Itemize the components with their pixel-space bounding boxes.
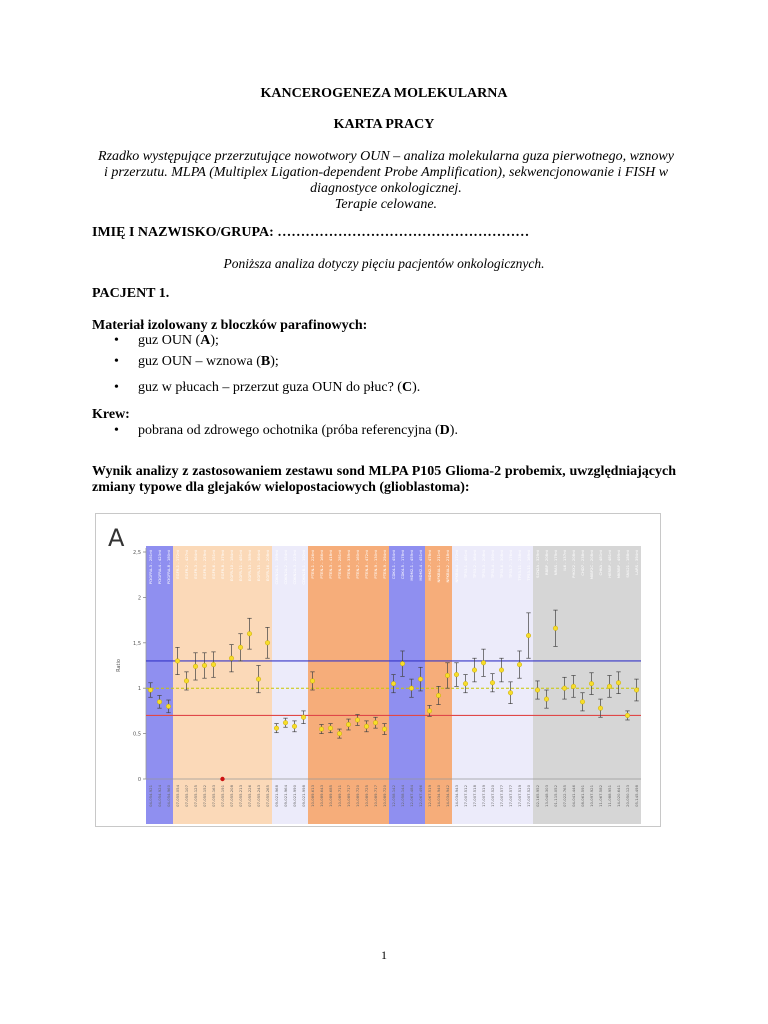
mlpa-ratio-chart — [96, 514, 660, 826]
data-point — [166, 704, 171, 709]
data-point — [283, 720, 288, 725]
data-point — [346, 722, 351, 727]
intro-line-3: diagnostyce onkologicznej. — [310, 181, 462, 196]
locus-label: 10-089.720 — [355, 785, 360, 807]
name-group-field-label: IMIĘ I NAZWISKO/GRUPA: ……………………………………………… — [92, 225, 530, 240]
probe-label: EGFR-3 - 364nt — [193, 550, 198, 579]
probe-label: PTEN-5 - 281nt — [337, 550, 342, 579]
list-item: • guz w płucach – przerzut guza OUN do płuc? (C). — [114, 380, 421, 395]
probe-label: LARS - 394nt — [634, 550, 639, 575]
data-point — [148, 688, 153, 693]
bullet: • — [114, 333, 119, 348]
data-point — [175, 659, 180, 664]
probe-label: TP53-7 - 176nt — [508, 550, 513, 579]
data-point — [589, 681, 594, 686]
locus-label: 08-061.591 — [580, 785, 585, 807]
locus-label: 07-055.152 — [202, 785, 207, 807]
probe-label: EGFR-15 - 364nt — [256, 550, 261, 582]
locus-label: 13-048.303 — [544, 785, 549, 807]
material-list — [92, 333, 420, 396]
locus-label: 04-054.921 — [148, 785, 153, 807]
locus-label: 09-021.990 — [292, 785, 297, 807]
locus-label: 12-067.496 — [418, 785, 423, 807]
data-point — [364, 724, 369, 729]
probe-label: CDKN2B-1 - 192nt — [301, 550, 306, 585]
probe-label: RBBP - 208nt — [544, 550, 549, 576]
locus-label: 11-067.582 — [598, 785, 603, 807]
locus-label: 12-067.519 — [427, 785, 432, 807]
mlpa-chart-figure — [95, 513, 661, 827]
locus-label: 07-055.213 — [238, 785, 243, 807]
probe-label: SCN2A - 329nt — [535, 550, 540, 578]
probe-label: CHD7 - 238nt — [580, 550, 585, 576]
intro-text — [92, 149, 680, 213]
data-point — [445, 673, 450, 678]
locus-label: 20-050.123 — [625, 785, 630, 807]
blood-list — [92, 423, 458, 439]
data-point — [265, 641, 270, 646]
locus-label: 07-055.208 — [229, 785, 234, 807]
locus-label: 05-145.498 — [634, 785, 639, 807]
data-point — [184, 679, 189, 684]
band-7 — [533, 546, 641, 824]
probe-label: PDGFRA-8 - 180nt — [166, 550, 171, 585]
probe-label: TP53-6 - 308nt — [499, 550, 504, 579]
data-point — [355, 718, 360, 723]
locus-label: 07-055.226 — [247, 785, 252, 807]
band-1 — [173, 546, 272, 824]
probe-label: SNX21 - 188nt — [625, 550, 630, 578]
band-0 — [146, 546, 173, 824]
data-point — [634, 688, 639, 693]
probe-label: PTEN-9 - 294nt — [382, 550, 387, 579]
locus-label: 04-054.960 — [166, 785, 171, 807]
bullet: • — [114, 380, 119, 395]
probe-label: CDK4-1 - 454nt — [391, 550, 396, 580]
intro-line-4: Terapie celowane. — [334, 197, 438, 212]
y-tick-label: 2,5 — [133, 550, 141, 556]
probe-label: PTEN-9 - 130nt — [373, 550, 378, 579]
locus-label: 11-088.951 — [607, 785, 612, 807]
probe-label: NFKBIA-4 - 172nt — [454, 550, 459, 583]
locus-label: 17-007.519 — [517, 785, 522, 807]
probe-label: EGFR-2 - 427nt — [184, 550, 189, 579]
data-point — [292, 724, 297, 729]
probe-label: IL6 - 137nt — [562, 550, 567, 571]
result-paragraph: Wynik analizy z zastosowaniem zestawu sond MLPA P105 Glioma-2 probemix, uwzględniających zmiany typowe dla glejaków wielopostaciowych (glioblastoma): — [92, 464, 676, 495]
data-point — [517, 662, 522, 667]
probe-label: TP53-11 - 238nt — [517, 550, 522, 581]
data-point — [247, 631, 252, 636]
intro-line-1: Rzadko występujące przerzutujące nowotwory OUN – analiza molekularna guza pierwotnego, wznowy — [98, 149, 674, 164]
document-subtitle: KARTA PRACY — [333, 117, 435, 132]
patients-note: Poniższa analiza dotyczy pięciu pacjentów onkologicznych. — [223, 256, 545, 271]
locus-label: 10-089.711 — [337, 785, 342, 807]
data-point — [616, 680, 621, 685]
locus-label: 07-055.107 — [184, 785, 189, 807]
band-3 — [308, 546, 389, 824]
locus-label: 09-021.964 — [283, 785, 288, 807]
probe-label: MDM2-4 - 451nt — [418, 550, 423, 581]
probe-label: EGFR-1 - 172nt — [175, 550, 180, 579]
data-point — [202, 663, 207, 668]
data-point — [211, 662, 216, 667]
locus-label: 14-020.641 — [616, 785, 621, 807]
data-point — [598, 706, 603, 711]
locus-label: 17-007.519 — [481, 785, 486, 807]
y-tick-label: 1,5 — [133, 640, 141, 647]
data-point — [310, 679, 315, 684]
y-tick-label: 0 — [137, 777, 141, 783]
locus-label: 10-089.643 — [319, 785, 324, 807]
data-point — [607, 684, 612, 689]
locus-label: 04-041.446 — [571, 785, 576, 807]
data-point — [571, 684, 576, 689]
locus-label: 17-007.512 — [463, 785, 468, 807]
data-point — [373, 720, 378, 725]
probe-label: PHOX2 - 208nt — [571, 550, 576, 578]
locus-label: 07-055.191 — [220, 785, 225, 807]
locus-label: 17-007.520 — [490, 785, 495, 807]
probe-label: NFKBIA-1 - 211nt — [436, 550, 441, 583]
outlier-point — [220, 777, 224, 781]
locus-label: 10-097.921 — [589, 785, 594, 807]
probe-label: PTEN-3 - 418nt — [328, 550, 333, 579]
probe-label: CDKN2A-2 - 154nt — [283, 550, 288, 585]
data-point — [328, 726, 333, 731]
data-point — [256, 677, 261, 682]
probe-label: PTEN-1 - 226nt — [310, 550, 315, 579]
locus-label: 07-055.054 — [175, 785, 180, 807]
probe-label: EGFR-6 - 151nt — [211, 550, 216, 579]
data-point — [580, 700, 585, 705]
locus-label: 12-058.144 — [400, 785, 405, 807]
data-point — [427, 709, 432, 714]
data-point — [418, 677, 423, 682]
probe-label: MKRBP - 499nt — [616, 550, 621, 579]
data-point — [499, 668, 504, 673]
locus-label: 12-067.484 — [409, 785, 414, 807]
locus-label: 17-007.577 — [499, 785, 504, 807]
document-title: KANCEROGENEZA MOLEKULARNA — [260, 86, 508, 101]
data-point — [301, 715, 306, 720]
probe-label: MDM2-1 - 459nt — [409, 550, 414, 581]
probe-label: TP53-4 - 390nt — [490, 550, 495, 579]
data-point — [553, 626, 558, 631]
locus-label: 17-007.520 — [526, 785, 531, 807]
material-heading: Materiał izolowany z bloczków parafinowych: — [92, 318, 368, 333]
probe-label: PTEN-6 - 339nt — [346, 550, 351, 579]
probe-label: EGFR-11 - 481nt — [238, 550, 243, 582]
locus-label: 01-115.052 — [553, 785, 558, 807]
y-tick-label: 0,5 — [133, 731, 141, 738]
locus-label: 10-089.717 — [346, 785, 351, 807]
probe-label: CDKN2A-3 - 223nt — [292, 550, 297, 585]
list-item: • guz OUN (A); — [114, 333, 219, 348]
data-point — [481, 660, 486, 665]
y-tick-label: 2 — [137, 595, 141, 602]
probe-label: NRAS - 179nt — [553, 550, 558, 576]
locus-label: 07-055.243 — [256, 785, 261, 807]
probe-label: CHKA - 481nt — [598, 550, 603, 576]
data-point — [409, 686, 414, 691]
locus-label: 09-021.998 — [301, 785, 306, 807]
locus-label: 10-089.717 — [373, 785, 378, 807]
locus-label: 10-089.613 — [310, 785, 315, 807]
probe-label: PTEN-8 - 472nt — [364, 550, 369, 579]
probe-label: TP53-2 - 364nt — [472, 550, 477, 579]
data-point — [193, 664, 198, 669]
probe-label: TP53-3 - 208nt — [481, 550, 486, 579]
page-number: 1 — [381, 948, 387, 962]
data-point — [562, 686, 567, 691]
bullet: • — [114, 423, 119, 438]
intro-line-2: i przerzutu. MLPA (Multiplex Ligation-dependent Probe Amplification), sekwencjonowanie i FISH w — [103, 165, 669, 180]
locus-label: 04-054.924 — [157, 785, 162, 807]
locus-label: 07-055.125 — [193, 785, 198, 807]
probe-label: EGFR-13 - 389nt — [247, 550, 252, 582]
locus-label: 12-058.142 — [391, 785, 396, 807]
y-axis-label: Ratio — [116, 659, 122, 672]
band-5 — [425, 546, 452, 824]
locus-label: 17-007.577 — [508, 785, 513, 807]
data-point — [238, 645, 243, 650]
data-point — [472, 668, 477, 673]
y-tick-label: 1 — [137, 686, 141, 693]
probe-label: NFKBIA-2 - 218nt — [445, 550, 450, 583]
probe-label: CDKN2A-1 - 399nt — [274, 550, 279, 585]
data-point — [382, 727, 387, 732]
locus-label: 02-165.952 — [535, 785, 540, 807]
probe-label: TP53-1 - 481nt — [463, 550, 468, 579]
locus-label: 10-089.725 — [364, 785, 369, 807]
data-point — [544, 697, 549, 702]
locus-label: 14-034.942 — [445, 785, 450, 807]
probe-label: MDM2-7 - 478nt — [427, 550, 432, 581]
probe-label: PTEN-7 - 160nt — [355, 550, 360, 579]
probe-label: MIBP2C - 208nt — [589, 550, 594, 580]
data-point — [526, 633, 531, 638]
band-2 — [272, 546, 308, 824]
locus-label: 10-089.685 — [328, 785, 333, 807]
bullet: • — [114, 354, 119, 369]
patient-heading: PACJENT 1. — [92, 286, 170, 301]
probe-label: PDGFRA-3 - 281nt — [148, 550, 153, 585]
data-point — [274, 726, 279, 731]
data-point — [337, 731, 342, 736]
list-item: • pobrana od zdrowego ochotnika (próba referencyjna (D). — [114, 423, 458, 438]
probe-label: HERBP - 481nt — [607, 550, 612, 578]
locus-label: 14-034.940 — [436, 785, 441, 807]
list-item: • guz OUN – wznowa (B); — [114, 354, 279, 369]
locus-label: 07-055.163 — [211, 785, 216, 807]
locus-label: 14-034.943 — [454, 785, 459, 807]
probe-label: CDK4-5 - 178nt — [400, 550, 405, 580]
locus-label: 17-007.518 — [472, 785, 477, 807]
locus-label: 07-055.265 — [265, 785, 270, 807]
probe-label: PDGFRA-4 - 423nt — [157, 550, 162, 585]
data-point — [436, 693, 441, 698]
data-point — [319, 727, 324, 732]
locus-label: 09-021.968 — [274, 785, 279, 807]
blood-heading: Krew: — [92, 407, 130, 422]
locus-label: 07-022.765 — [562, 785, 567, 807]
data-point — [391, 681, 396, 686]
probe-label: EGFR-10 - 184nt — [229, 550, 234, 582]
data-point — [625, 713, 630, 718]
data-point — [229, 656, 234, 661]
probe-label: PTEN-2 - 166nt — [319, 550, 324, 579]
data-point — [454, 672, 459, 677]
data-point — [400, 661, 405, 666]
probe-label: TP53-11 - 169nt — [526, 550, 531, 581]
data-point — [157, 700, 162, 705]
panel-label: A — [108, 524, 125, 552]
data-point — [490, 680, 495, 685]
data-point — [463, 681, 468, 686]
data-point — [508, 690, 513, 695]
data-point — [535, 688, 540, 693]
locus-label: 10-089.720 — [382, 785, 387, 807]
probe-label: EGFR-16 - 208nt — [265, 550, 270, 582]
probe-label: EGFR-8 - 379nt — [220, 550, 225, 579]
probe-label: EGFR-5 - 229nt — [202, 550, 207, 579]
